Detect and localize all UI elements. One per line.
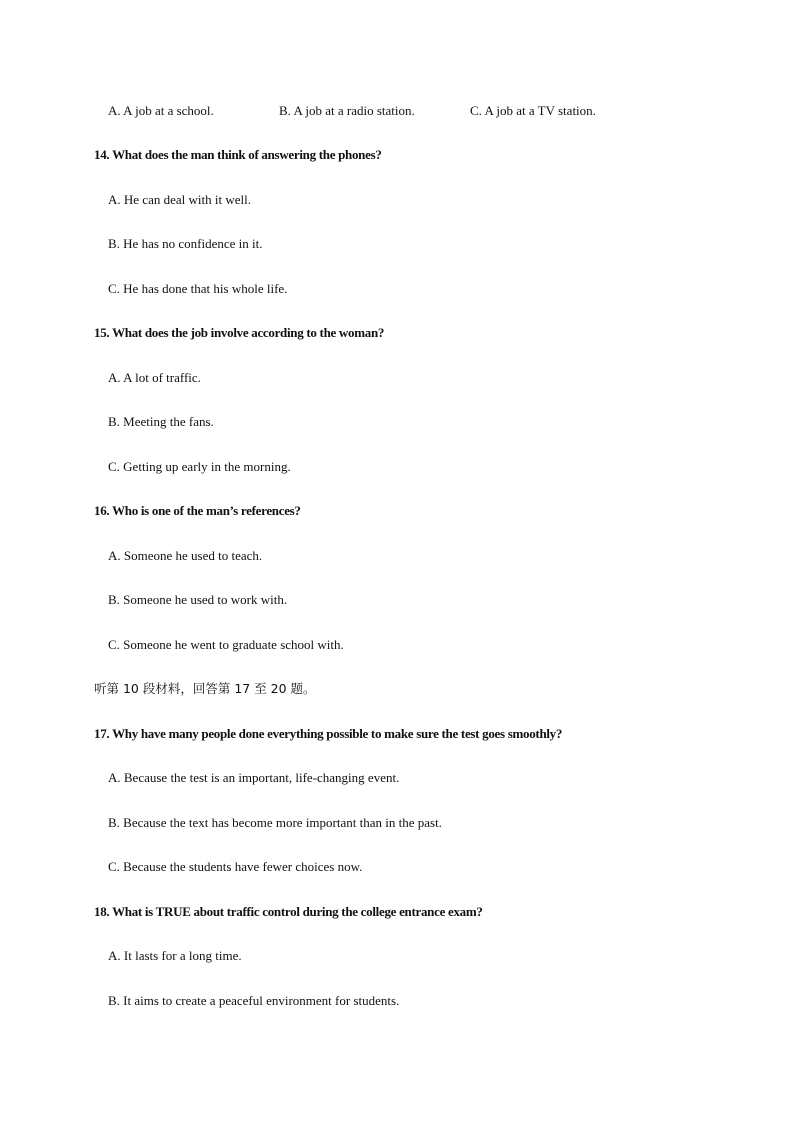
q16-option-a: A. Someone he used to teach. [108,548,263,563]
q16-option-b: B. Someone he used to work with. [108,592,288,607]
q17-question: 17. Why have many people done everything possible to make sure the test goes smoothly? [94,726,563,741]
q17-option-b: B. Because the text has become more important than in the past. [108,815,442,830]
q18-option-a: A. It lasts for a long time. [108,948,242,963]
q15-option-b: B. Meeting the fans. [108,414,214,429]
q15-question: 15. What does the job involve according to the woman? [94,325,385,340]
q17-option-a: A. Because the test is an important, life-changing event. [108,770,400,785]
q14-option-a: A. He can deal with it well. [108,192,251,207]
q13-option-c: C. A job at a TV station. [470,103,596,118]
q14-option-c: C. He has done that his whole life. [108,281,288,296]
q15-option-c: C. Getting up early in the morning. [108,459,291,474]
q18-question: 18. What is TRUE about traffic control during the college entrance exam? [94,904,483,919]
q14-option-b: B. He has no confidence in it. [108,236,263,251]
q14-question: 14. What does the man think of answering the phones? [94,147,382,162]
section-instruction: 听第 10 段材料，回答第 17 至 20 题。 [94,681,316,696]
q13-option-b: B. A job at a radio station. [279,103,415,118]
q16-option-c: C. Someone he went to graduate school with. [108,637,344,652]
q13-option-a: A. A job at a school. [108,103,214,118]
q16-question: 16. Who is one of the man’s references? [94,503,301,518]
q17-option-c: C. Because the students have fewer choices now. [108,859,363,874]
q18-option-b: B. It aims to create a peaceful environment for students. [108,993,400,1008]
q15-option-a: A. A lot of traffic. [108,370,201,385]
